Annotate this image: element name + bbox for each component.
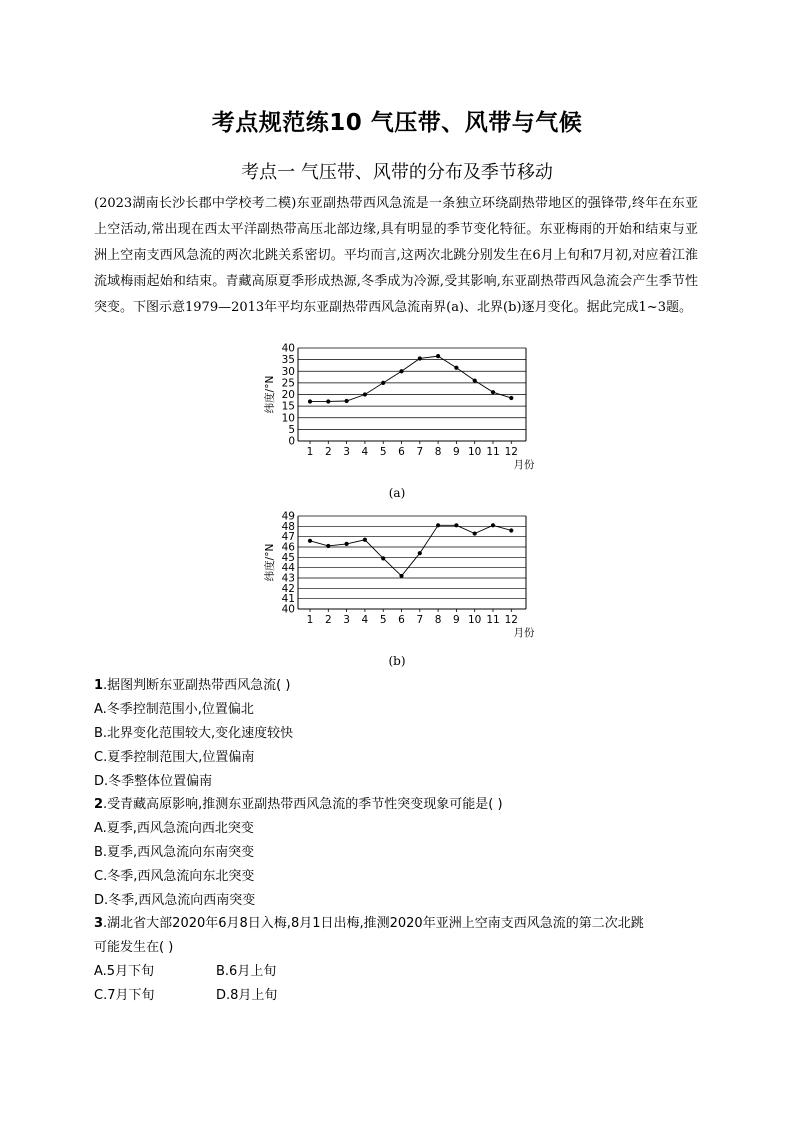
x-tick-label: 1 [306, 614, 314, 626]
x-tick-label: 5 [379, 446, 387, 458]
data-point [363, 392, 367, 396]
data-point [454, 366, 458, 370]
y-tick-label: 25 [281, 377, 295, 390]
option-row [94, 984, 704, 1008]
y-tick-label: 44 [281, 562, 295, 575]
x-tick-label: 7 [416, 614, 424, 626]
data-point [509, 528, 513, 532]
data-point [345, 399, 349, 403]
x-tick-label: 6 [398, 614, 405, 626]
chart-b-svg [255, 508, 545, 643]
chart-b [255, 508, 545, 643]
option-d[interactable]: D.8月上旬 [216, 988, 278, 1003]
data-point [345, 542, 349, 546]
data-point [326, 544, 330, 548]
data-point [418, 551, 422, 555]
data-point [308, 539, 312, 543]
data-point [436, 354, 440, 358]
question-text-line1: .湖北省大部2020年6月8日入梅,8月1日出梅,推测2020年亚洲上空南支西风急流的第二次北跳 [103, 916, 644, 931]
chart-b-caption: (b) [388, 654, 406, 668]
question-stem [94, 793, 704, 817]
data-point [326, 399, 330, 403]
question-2 [94, 793, 704, 913]
y-tick-label: 5 [288, 423, 295, 436]
y-tick-label: 35 [281, 354, 295, 367]
question-1 [94, 674, 704, 794]
data-point [509, 396, 513, 400]
y-tick-label: 42 [281, 582, 295, 595]
data-point [363, 538, 367, 542]
x-tick-label: 9 [453, 614, 460, 626]
option-c[interactable]: C.冬季,西风急流向东北突变 [94, 869, 255, 884]
x-tick-label: 1 [306, 446, 314, 458]
question-number: 3 [94, 916, 104, 931]
chart-a [255, 340, 545, 475]
x-tick-label: 9 [453, 446, 460, 458]
question-stem [94, 912, 704, 936]
series-line [310, 525, 511, 576]
chart-a-caption: (a) [388, 486, 406, 500]
question-number: 1 [94, 678, 104, 693]
x-tick-label: 12 [504, 446, 518, 458]
option-row [94, 960, 704, 984]
data-point [418, 356, 422, 360]
data-point [308, 399, 312, 403]
question-stem [94, 674, 704, 698]
y-axis-label: 纬度/°N [264, 543, 276, 582]
x-tick-label: 10 [468, 614, 482, 626]
data-point [399, 369, 403, 373]
option-c[interactable]: C.7月下旬 [94, 988, 155, 1003]
y-tick-label: 45 [281, 551, 295, 564]
y-tick-label: 41 [281, 593, 295, 606]
option-d[interactable]: D.冬季整体位置偏南 [94, 774, 213, 789]
x-axis-label: 月份 [513, 627, 535, 639]
option-a[interactable]: A.夏季,西风急流向西北突变 [94, 821, 254, 836]
question-3 [94, 912, 704, 1008]
y-tick-label: 48 [281, 520, 295, 533]
data-point [381, 556, 385, 560]
x-tick-label: 2 [324, 614, 332, 626]
x-tick-label: 6 [398, 446, 405, 458]
y-tick-label: 40 [281, 603, 295, 616]
y-tick-label: 20 [281, 389, 295, 401]
y-tick-label: 0 [288, 435, 295, 448]
x-tick-label: 11 [486, 614, 500, 626]
x-tick-label: 8 [434, 446, 442, 458]
data-point [399, 574, 403, 578]
option-a[interactable]: A.5月下旬 [94, 964, 155, 979]
x-tick-label: 2 [324, 446, 332, 458]
x-tick-label: 4 [361, 446, 369, 458]
data-point [491, 390, 495, 394]
data-point [491, 523, 495, 527]
y-tick-label: 30 [281, 365, 295, 378]
x-tick-label: 3 [343, 446, 350, 458]
data-point [473, 378, 477, 382]
y-axis-label: 纬度/°N [264, 375, 276, 414]
x-tick-label: 5 [379, 614, 387, 626]
data-point [454, 523, 458, 527]
x-tick-label: 12 [504, 614, 518, 626]
x-tick-label: 3 [343, 614, 350, 626]
question-text: .据图判断东亚副热带西风急流( ) [103, 678, 291, 693]
data-point [436, 523, 440, 527]
intro-paragraph: (2023湖南长沙长郡中学校考二模)东亚副热带西风急流是一条独立环绕副热带地区的强锋带,终年在东亚上空活动,常出现在西太平洋副热带高压北部边缘,具有明显的季节变化特征。东亚梅雨的开始和结束与亚洲上空南支西风急流的两次北跳关系密切。平均而言,这两次北跳分别发生在6月上旬和7月初,对应着江淮流域梅雨起始和结束。青藏高原夏季形成热源,冬季成为冷源,受其影响,东亚副热带西风急流会产生季节性突变。下图示意1979—2013年平均东亚副热带西风急流南界(a)、北界(b)逐月变化。据此完成1~3题。 [94, 196, 698, 315]
question-number: 2 [94, 797, 104, 812]
y-tick-label: 43 [281, 572, 295, 585]
y-tick-label: 46 [281, 541, 295, 554]
x-tick-label: 7 [416, 446, 424, 458]
data-point [473, 531, 477, 535]
section-subtitle: 考点一 气压带、风带的分布及季节移动 [241, 162, 553, 183]
x-tick-label: 11 [486, 446, 500, 458]
data-point [381, 381, 385, 385]
question-text-line2: 可能发生在( ) [94, 940, 174, 955]
chart-a-svg [255, 340, 545, 475]
question-text: .受青藏高原影响,推测东亚副热带西风急流的季节性突变现象可能是( ) [103, 797, 503, 812]
y-tick-label: 40 [281, 342, 295, 355]
option-b[interactable]: B.6月上旬 [216, 964, 277, 979]
y-tick-label: 15 [281, 400, 295, 413]
option-a[interactable]: A.冬季控制范围小,位置偏北 [94, 702, 254, 717]
page-title: 考点规范练10 气压带、风带与气候 [211, 110, 583, 136]
y-tick-label: 49 [281, 510, 295, 523]
x-tick-label: 10 [468, 446, 482, 458]
option-c[interactable]: C.夏季控制范围大,位置偏南 [94, 750, 255, 765]
x-axis-label: 月份 [513, 459, 535, 471]
x-tick-label: 8 [434, 614, 442, 626]
option-d[interactable]: D.冬季,西风急流向西南突变 [94, 893, 256, 908]
option-b[interactable]: B.夏季,西风急流向东南突变 [94, 845, 255, 860]
x-tick-label: 4 [361, 614, 369, 626]
y-tick-label: 10 [281, 412, 295, 425]
option-b[interactable]: B.北界变化范围较大,变化速度较快 [94, 726, 294, 741]
y-tick-label: 47 [281, 531, 295, 544]
